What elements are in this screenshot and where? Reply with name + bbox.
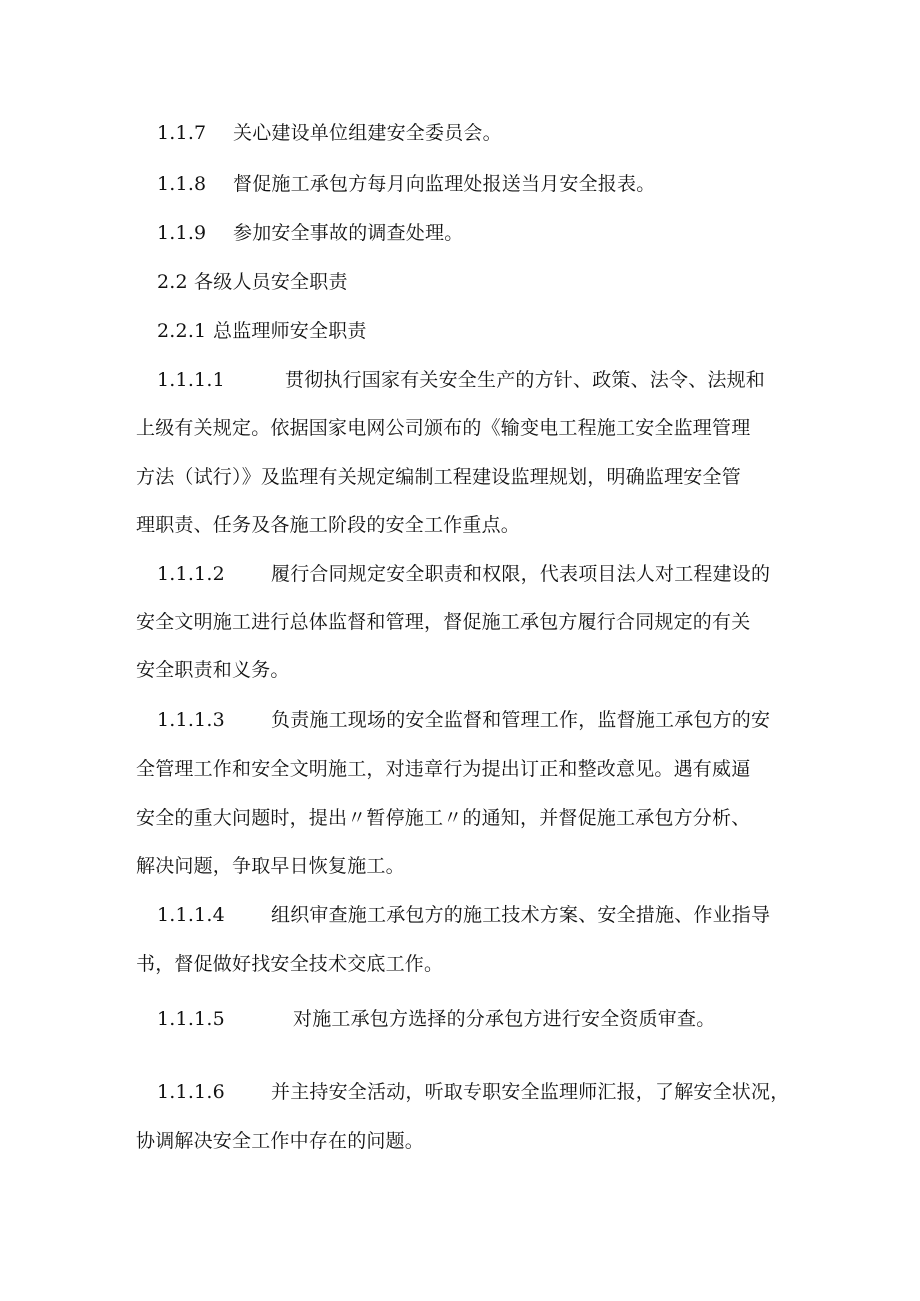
- clause-1-1-8: [157, 172, 809, 196]
- item-number: 1.1.1.5: [157, 1008, 225, 1030]
- clause-number: 1.1.7: [157, 122, 207, 144]
- clause-number: 1.1.9: [157, 222, 207, 244]
- item-1-1-1-2-line: 安全职责和义务。: [136, 659, 290, 681]
- clause-text: 关心建设单位组建安全委员会。: [233, 122, 502, 144]
- item-1-1-1-6-line: 协调解决安全工作中存在的问题。: [136, 1130, 425, 1152]
- item-1-1-1-2-first-line: [157, 562, 809, 586]
- item-1-1-1-3-first-line: [157, 708, 809, 732]
- item-1-1-1-6-first-line: [157, 1080, 809, 1104]
- clause-1-1-7: [157, 121, 809, 145]
- item-number: 1.1.1.2: [157, 563, 225, 585]
- subsection-title: 总监理师安全职责: [213, 320, 367, 342]
- item-1-1-1-3-line: 全管理工作和安全文明施工，对违章行为提出订正和整改意见。遇有威逼: [136, 758, 751, 780]
- item-number: 1.1.1.6: [157, 1081, 225, 1103]
- item-text: 贯彻执行国家有关安全生产的方针、政策、法令、法规和: [285, 369, 766, 391]
- item-1-1-1-1-first-line: [157, 368, 809, 392]
- item-1-1-1-1-line: 理职责、任务及各施工阶段的安全工作重点。: [136, 514, 521, 536]
- item-number: 1.1.1.1: [157, 369, 225, 391]
- item-text: 履行合同规定安全职责和权限，代表项目法人对工程建设的: [271, 563, 771, 585]
- item-1-1-1-4-first-line: [157, 903, 809, 927]
- clause-1-1-9: [157, 221, 809, 245]
- item-1-1-1-4-line: 书，督促做好找安全技术交底工作。: [136, 953, 444, 975]
- subsection-number: 2.2.1: [157, 320, 207, 342]
- item-1-1-1-2-line: 安全文明施工进行总体监督和管理，督促施工承包方履行合同规定的有关: [136, 611, 751, 633]
- item-text: 并主持安全活动，听取专职安全监理师汇报，了解安全状况，: [271, 1081, 790, 1103]
- item-1-1-1-3-line: 安全的重大问题时，提出〃暂停施工〃的通知，并督促施工承包方分析、: [136, 807, 751, 829]
- item-1-1-1-1-line: 上级有关规定。依据国家电网公司颁布的《输变电工程施工安全监理管理: [136, 417, 751, 439]
- clause-number: 1.1.8: [157, 173, 207, 195]
- item-text: 组织审查施工承包方的施工技术方案、安全措施、作业指导: [271, 904, 771, 926]
- item-number: 1.1.1.4: [157, 904, 225, 926]
- item-1-1-1-5-first-line: [157, 1007, 809, 1031]
- clause-text: 督促施工承包方每月向监理处报送当月安全报表。: [233, 173, 656, 195]
- item-1-1-1-3-line: 解决问题，争取早日恢复施工。: [136, 855, 405, 877]
- item-text: 对施工承包方选择的分承包方进行安全资质审查。: [293, 1008, 716, 1030]
- section-heading: 2.2 各级人员安全职责: [157, 271, 348, 293]
- item-1-1-1-1-line: 方法（试行）》及监理有关规定编制工程建设监理规划，明确监理安全管: [136, 466, 741, 488]
- item-number: 1.1.1.3: [157, 709, 225, 731]
- item-text: 负责施工现场的安全监督和管理工作，监督施工承包方的安: [271, 709, 771, 731]
- clause-text: 参加安全事故的调查处理。: [233, 222, 464, 244]
- subsection-heading: [157, 319, 809, 343]
